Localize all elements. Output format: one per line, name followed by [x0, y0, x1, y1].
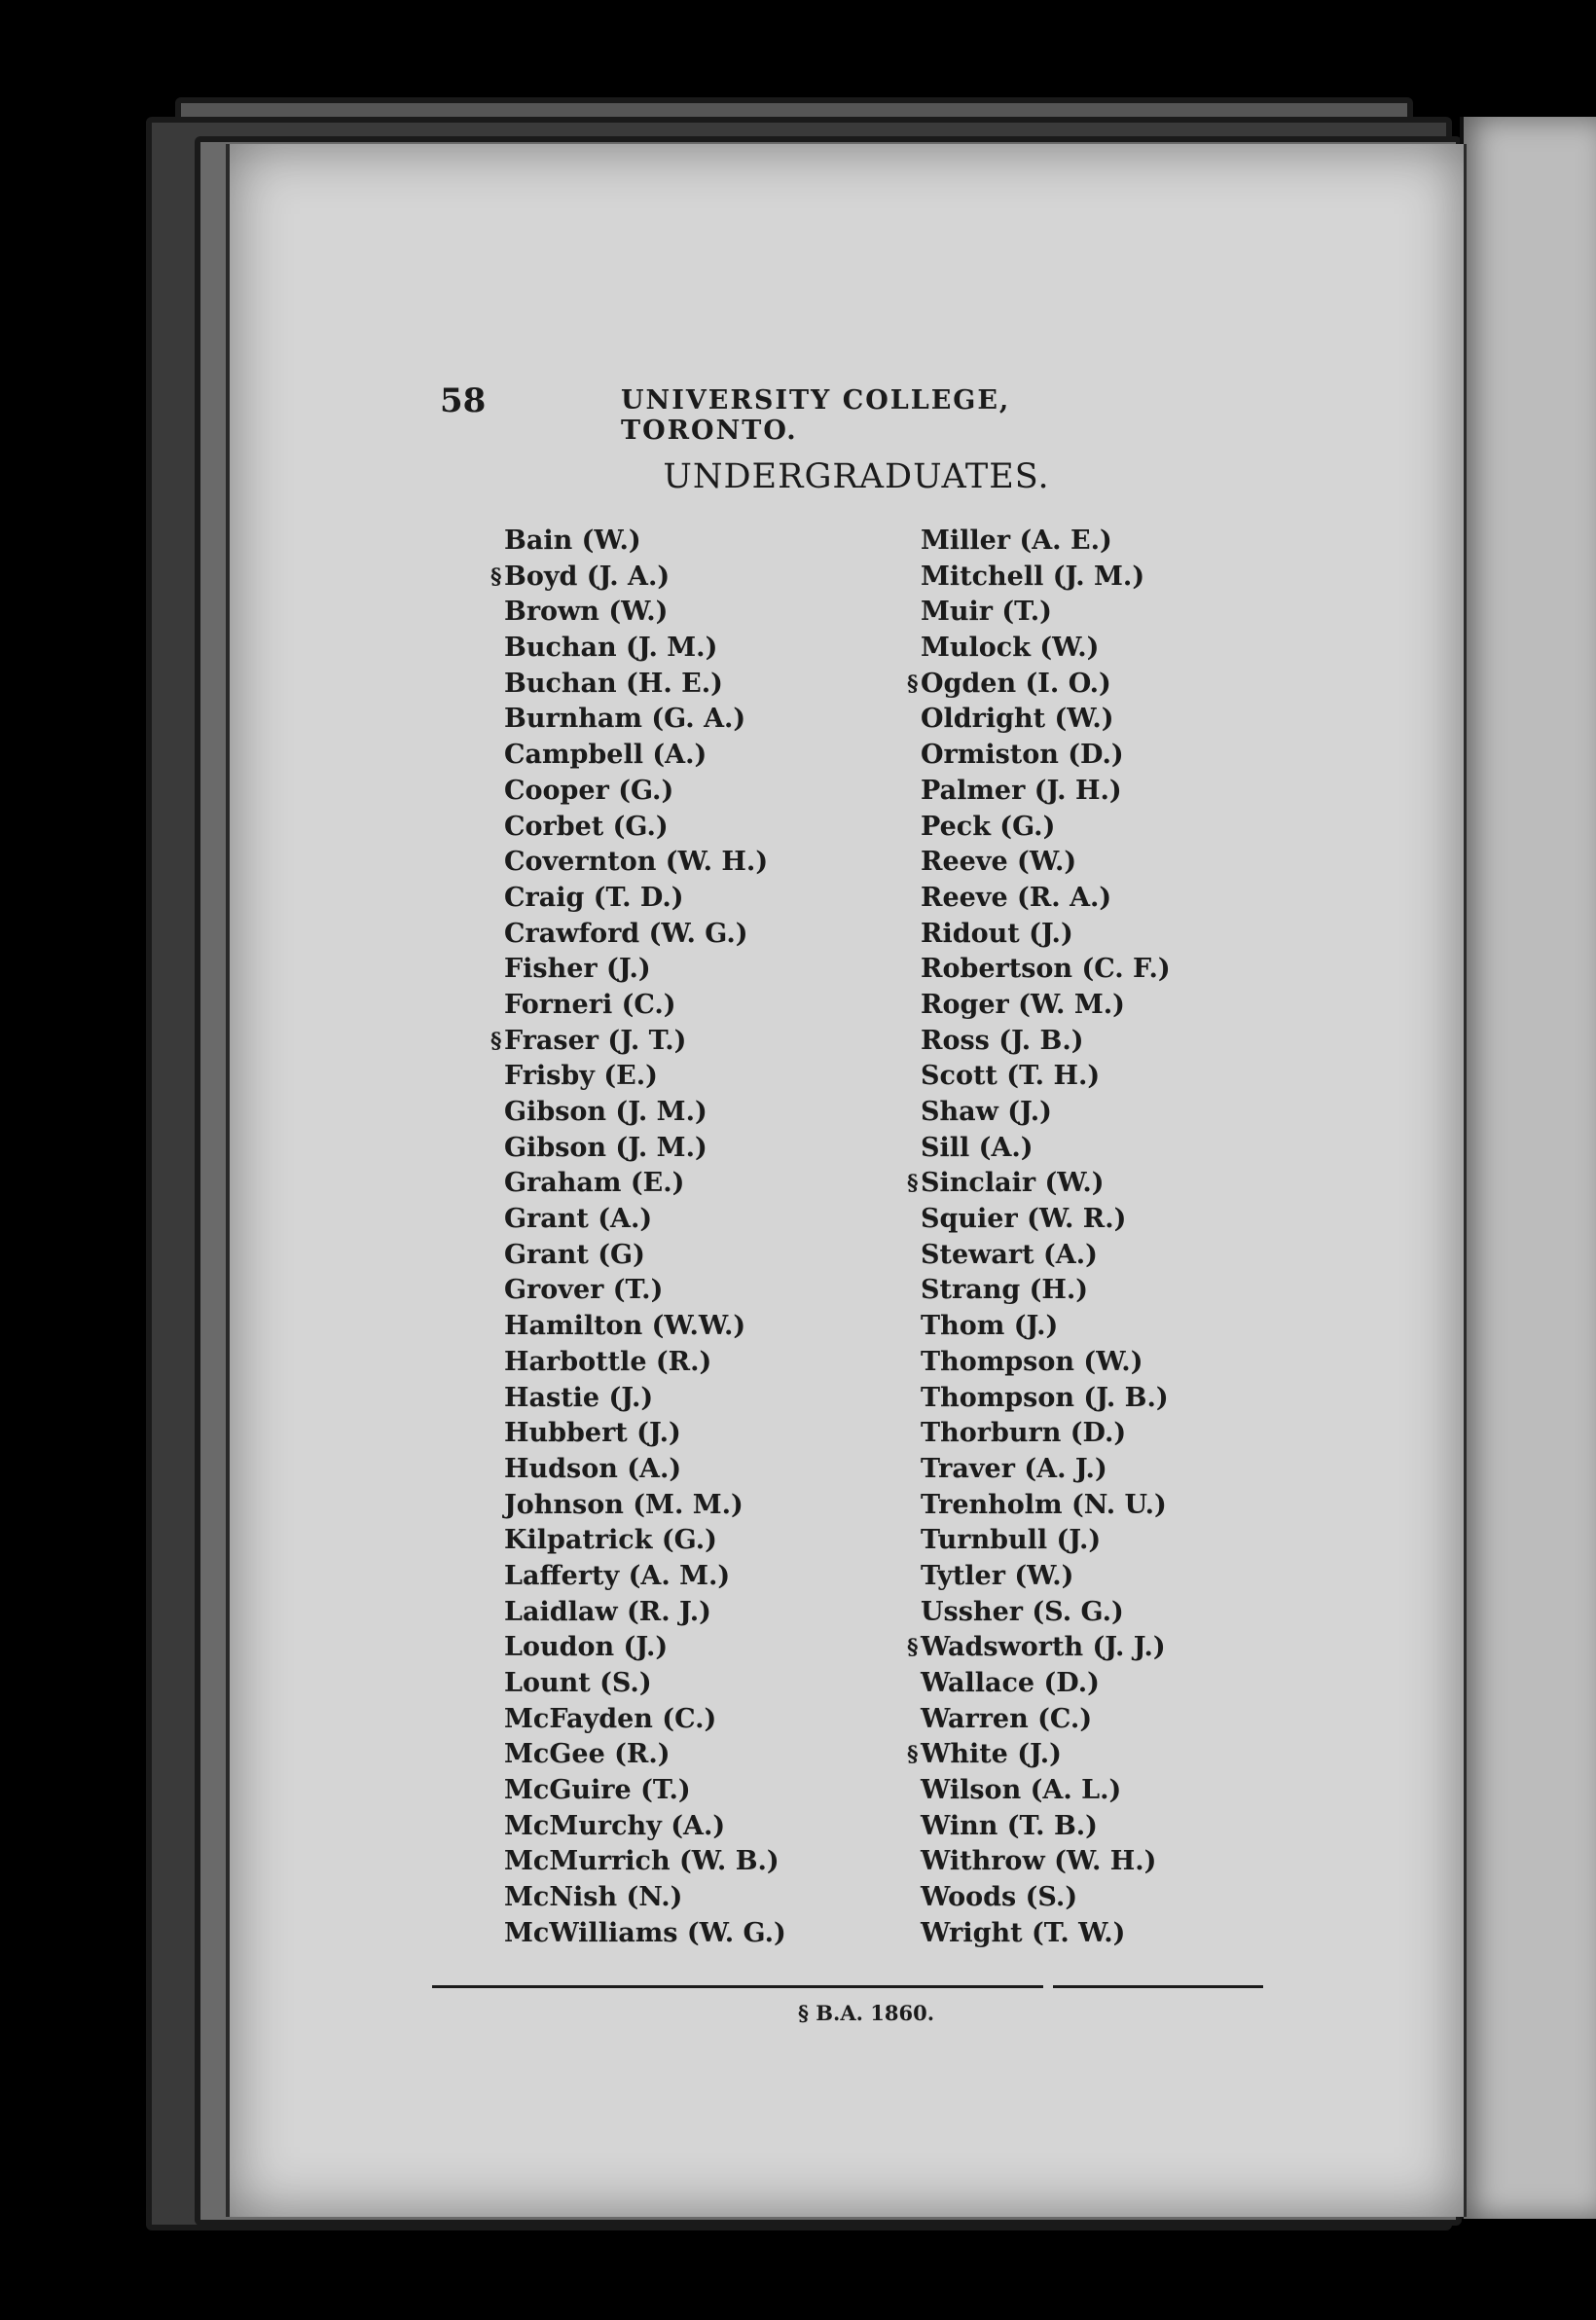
name-entry	[504, 524, 786, 560]
name-entry	[921, 1345, 1171, 1381]
entry-name: Gibson (J. M.)	[504, 1132, 707, 1163]
entry-name: Scott (T. H.)	[921, 1061, 1101, 1092]
entry-name: Roger (W. M.)	[921, 989, 1125, 1020]
name-entry	[921, 631, 1171, 667]
name-entry	[504, 1773, 786, 1809]
footnote-rule	[432, 1985, 1043, 1988]
name-entry	[907, 1166, 1171, 1202]
left-name-column	[490, 524, 786, 1952]
page-header	[440, 381, 1121, 446]
name-entry	[921, 1702, 1171, 1738]
name-entry	[490, 560, 786, 596]
section-mark: §	[907, 671, 919, 697]
entry-name: Sinclair (W.)	[921, 1168, 1105, 1199]
entry-name: Thorburn (D.)	[921, 1418, 1127, 1449]
name-entry	[504, 1452, 786, 1488]
entry-name: Ridout (J.)	[921, 918, 1073, 949]
entry-name: Buchan (H. E.)	[504, 668, 723, 699]
section-mark: §	[490, 563, 502, 590]
entry-name: Thompson (W.)	[921, 1346, 1143, 1377]
section-mark: §	[907, 1171, 919, 1197]
name-entry	[907, 1630, 1171, 1666]
section-mark: §	[907, 1635, 919, 1661]
book-page	[226, 144, 1467, 2217]
entry-name: McMurchy (A.)	[504, 1810, 726, 1841]
name-entry	[921, 917, 1171, 953]
entry-name: Traver (A. J.)	[921, 1453, 1107, 1484]
name-entry	[504, 845, 786, 881]
entry-name: McNish (N.)	[504, 1882, 683, 1913]
entry-name: Reeve (R. A.)	[921, 882, 1112, 913]
entry-name: Palmer (J. H.)	[921, 775, 1122, 806]
entry-name: Craig (T. D.)	[504, 882, 684, 913]
name-entry	[921, 1488, 1171, 1524]
name-entry	[504, 774, 786, 810]
name-entry	[504, 1488, 786, 1524]
name-entry	[504, 1523, 786, 1559]
entry-name: Warren (C.)	[921, 1703, 1093, 1734]
name-entry	[490, 1024, 786, 1060]
name-entry	[921, 1095, 1171, 1131]
name-entry	[921, 560, 1171, 596]
entry-name: Wright (T. W.)	[921, 1917, 1126, 1948]
name-entry	[907, 1737, 1171, 1773]
entry-name: Miller (A. E.)	[921, 526, 1112, 556]
entry-name: Frisby (E.)	[504, 1061, 658, 1092]
name-entry	[921, 1666, 1171, 1702]
entry-name: Woods (S.)	[921, 1882, 1078, 1913]
name-entry	[504, 1416, 786, 1452]
name-entry	[921, 1809, 1171, 1845]
entry-name: Gibson (J. M.)	[504, 1097, 707, 1127]
name-entry	[504, 1381, 786, 1417]
entry-name: McGee (R.)	[504, 1739, 671, 1770]
entry-name: Ross (J. B.)	[921, 1025, 1084, 1056]
entry-name: Wilson (A. L.)	[921, 1775, 1122, 1806]
entry-name: Hastie (J.)	[504, 1382, 654, 1413]
name-entry	[921, 810, 1171, 846]
name-entry	[504, 1059, 786, 1095]
entry-name: Fraser (J. T.)	[504, 1025, 687, 1056]
name-entry	[504, 702, 786, 738]
name-entry	[921, 595, 1171, 631]
entry-name: Crawford (W. G.)	[504, 918, 748, 949]
name-entry	[504, 810, 786, 846]
name-entry	[921, 738, 1171, 774]
name-entry	[921, 1773, 1171, 1809]
entry-name: Grant (A.)	[504, 1204, 653, 1235]
entry-name: Muir (T.)	[921, 597, 1052, 628]
name-entry	[921, 881, 1171, 917]
name-entry	[921, 702, 1171, 738]
name-entry	[921, 774, 1171, 810]
section-mark: §	[490, 1028, 502, 1054]
entry-name: Corbet (G.)	[504, 811, 669, 842]
entry-name: Hamilton (W.W.)	[504, 1311, 746, 1342]
name-entry	[504, 1737, 786, 1773]
entry-name: Lount (S.)	[504, 1668, 652, 1698]
entry-name: Laidlaw (R. J.)	[504, 1596, 711, 1627]
section-title: UNDERGRADUATES.	[663, 457, 1050, 496]
name-entry	[921, 1309, 1171, 1345]
name-entry	[504, 1345, 786, 1381]
entry-name: Burnham (G. A.)	[504, 704, 746, 735]
entry-name: Thompson (J. B.)	[921, 1382, 1169, 1413]
name-entry	[921, 1595, 1171, 1631]
entry-name: Winn (T. B.)	[921, 1810, 1098, 1841]
entry-name: Stewart (A.)	[921, 1239, 1098, 1270]
name-entry	[504, 738, 786, 774]
name-entry	[921, 952, 1171, 988]
name-entry	[921, 1559, 1171, 1595]
name-entry	[504, 988, 786, 1024]
name-entry	[504, 1880, 786, 1916]
footnote-rule	[1053, 1985, 1263, 1988]
name-entry	[921, 1238, 1171, 1274]
name-entry	[504, 1131, 786, 1167]
entry-name: Peck (G.)	[921, 811, 1056, 842]
entry-name: Mitchell (J. M.)	[921, 561, 1145, 592]
name-entry	[921, 1131, 1171, 1167]
entry-name: Hubbert (J.)	[504, 1418, 681, 1449]
name-entry	[504, 1166, 786, 1202]
name-entry	[504, 1916, 786, 1952]
name-entry	[921, 1416, 1171, 1452]
name-entry	[921, 1880, 1171, 1916]
entry-name: Cooper (G.)	[504, 775, 674, 806]
entry-name: Fisher (J.)	[504, 954, 651, 985]
entry-name: Trenholm (N. U.)	[921, 1489, 1167, 1520]
entry-name: McMurrich (W. B.)	[504, 1846, 780, 1877]
entry-name: Ussher (S. G.)	[921, 1596, 1124, 1627]
facing-page	[1460, 117, 1596, 2219]
entry-name: McGuire (T.)	[504, 1775, 691, 1806]
name-entry	[504, 631, 786, 667]
entry-name: Thom (J.)	[921, 1311, 1059, 1342]
entry-name: Johnson (M. M.)	[504, 1489, 744, 1520]
name-entry	[504, 917, 786, 953]
name-entry	[504, 1702, 786, 1738]
entry-name: Grant (G)	[504, 1239, 645, 1270]
name-entry	[504, 1809, 786, 1845]
entry-name: Squier (W. R.)	[921, 1204, 1127, 1235]
entry-name: Sill (A.)	[921, 1132, 1034, 1163]
name-entry	[921, 1381, 1171, 1417]
name-entry	[921, 1273, 1171, 1309]
entry-name: Strang (H.)	[921, 1275, 1089, 1306]
entry-name: Grover (T.)	[504, 1275, 664, 1306]
entry-name: Campbell (A.)	[504, 740, 707, 771]
entry-name: Robertson (C. F.)	[921, 954, 1171, 985]
entry-name: Covernton (W. H.)	[504, 847, 769, 878]
footnote: § B.A. 1860.	[798, 2001, 935, 2025]
entry-name: Ogden (I. O.)	[921, 668, 1111, 699]
right-name-column	[907, 524, 1171, 1952]
name-entry	[921, 1452, 1171, 1488]
name-entry	[921, 988, 1171, 1024]
name-entry	[921, 1059, 1171, 1095]
entry-name: Mulock (W.)	[921, 633, 1100, 664]
entry-name: Wallace (D.)	[921, 1668, 1100, 1698]
entry-name: Graham (E.)	[504, 1168, 685, 1199]
name-entry	[504, 1202, 786, 1238]
entry-name: Harbottle (R.)	[504, 1346, 712, 1377]
section-mark: §	[907, 1742, 919, 1768]
name-entry	[504, 1630, 786, 1666]
entry-name: McFayden (C.)	[504, 1703, 717, 1734]
entry-name: Reeve (W.)	[921, 847, 1077, 878]
name-entry	[921, 1202, 1171, 1238]
entry-name: Bain (W.)	[504, 526, 641, 556]
entry-name: Loudon (J.)	[504, 1632, 669, 1663]
entry-name: Oldright (W.)	[921, 704, 1114, 735]
name-entry	[504, 952, 786, 988]
name-entry	[921, 1523, 1171, 1559]
name-entry	[921, 1844, 1171, 1880]
entry-name: Hudson (A.)	[504, 1453, 682, 1484]
name-entry	[504, 595, 786, 631]
entry-name: Withrow (W. H.)	[921, 1846, 1157, 1877]
name-entry	[504, 667, 786, 703]
entry-name: Shaw (J.)	[921, 1097, 1052, 1127]
name-entry	[504, 1844, 786, 1880]
name-entry	[504, 1238, 786, 1274]
entry-name: Wadsworth (J. J.)	[921, 1632, 1166, 1663]
entry-name: Boyd (J. A.)	[504, 561, 671, 592]
entry-name: Ormiston (D.)	[921, 740, 1124, 771]
entry-name: Turnbull (J.)	[921, 1525, 1102, 1556]
name-entry	[921, 1024, 1171, 1060]
entry-name: Tytler (W.)	[921, 1560, 1074, 1591]
name-entry	[504, 881, 786, 917]
name-entry	[504, 1595, 786, 1631]
name-entry	[504, 1666, 786, 1702]
name-entry	[921, 1916, 1171, 1952]
page-number: 58	[440, 381, 487, 420]
entry-name: Lafferty (A. M.)	[504, 1560, 731, 1591]
entry-name: Forneri (C.)	[504, 989, 676, 1020]
entry-name: Brown (W.)	[504, 597, 669, 628]
name-entry	[921, 524, 1171, 560]
entry-name: Buchan (J. M.)	[504, 633, 718, 664]
entry-name: White (J.)	[921, 1739, 1062, 1770]
name-entry	[504, 1095, 786, 1131]
name-entry	[504, 1559, 786, 1595]
name-entry	[504, 1309, 786, 1345]
entry-name: Kilpatrick (G.)	[504, 1525, 717, 1556]
name-entry	[907, 667, 1171, 703]
running-head: UNIVERSITY COLLEGE, TORONTO.	[621, 385, 1011, 446]
name-entry	[504, 1273, 786, 1309]
name-entry	[921, 845, 1171, 881]
entry-name: McWilliams (W. G.)	[504, 1917, 786, 1948]
